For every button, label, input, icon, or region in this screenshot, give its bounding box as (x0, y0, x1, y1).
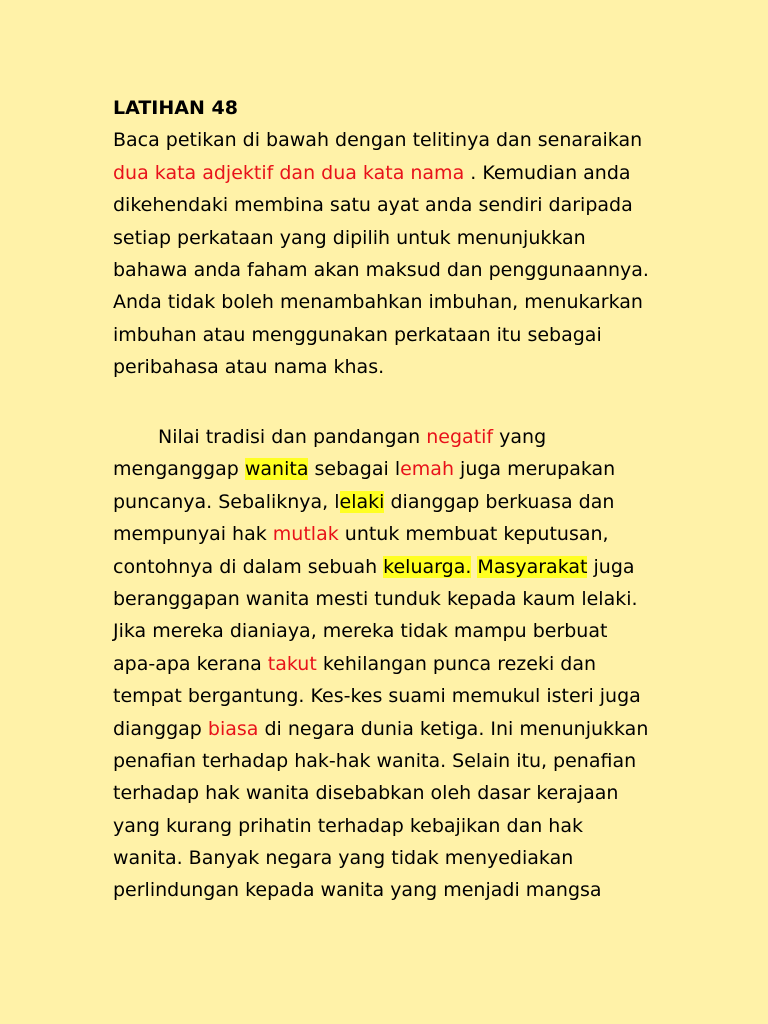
passage-line (113, 648, 713, 680)
passage-text: juga merupakan (454, 458, 616, 481)
passage-line: terhadap hak wanita disebabkan oleh dasar kerajaan (113, 782, 619, 805)
instruction-line (113, 157, 713, 189)
instructions-block (113, 92, 713, 384)
passage-text: menganggap (113, 458, 245, 481)
passage-text: puncanya. Sebaliknya, l (113, 490, 340, 513)
passage-line: beranggapan wanita mesti tunduk kepada kaum lelaki. (113, 587, 638, 610)
adjective-word: biasa (207, 717, 259, 740)
instruction-line: peribahasa atau nama khas. (113, 356, 385, 379)
instruction-text: . Kemudian anda (464, 161, 631, 184)
instruction-line: Baca petikan di bawah dengan telitinya dan senaraikan (113, 129, 643, 152)
passage-block (113, 421, 713, 907)
passage-line: Jika mereka dianiaya, mereka tidak mampu berbuat (113, 620, 608, 643)
passage-line (113, 713, 713, 745)
instruction-line: bahawa anda faham akan maksud dan penggunaannya. (113, 258, 649, 281)
passage-line: perlindungan kepada wanita yang menjadi mangsa (113, 879, 602, 902)
noun-word: wanita (244, 458, 309, 481)
passage-text: dianggap (113, 717, 208, 740)
noun-word: elaki (339, 490, 385, 513)
passage-text: dianggap berkuasa dan (384, 490, 615, 513)
passage-line (113, 551, 713, 583)
passage-line: penafian terhadap hak-hak wanita. Selain itu, penafian (113, 749, 637, 772)
exercise-title: LATIHAN 48 (113, 97, 238, 119)
adjective-word: takut (267, 652, 317, 675)
passage-text: juga (587, 555, 635, 578)
instruction-line: Anda tidak boleh menambahkan imbuhan, menukarkan (113, 291, 643, 314)
passage-text: yang (493, 426, 547, 448)
noun-word: Masyarakat (477, 555, 588, 578)
passage-line (113, 518, 713, 550)
adjective-word: mutlak (272, 523, 339, 546)
task-highlight-text: dua kata adjektif dan dua kata nama (113, 161, 465, 184)
passage-text: di negara dunia ketiga. Ini menunjukkan (258, 717, 649, 740)
passage-text: apa-apa kerana (113, 652, 268, 675)
passage-text: untuk membuat keputusan, (338, 523, 609, 546)
passage-line (113, 421, 713, 453)
instruction-line: imbuhan atau menggunakan perkataan itu sebagai (113, 323, 602, 346)
passage-text: sebagai l (308, 458, 401, 481)
passage-line: yang kurang prihatin terhadap kebajikan dan hak (113, 814, 583, 837)
passage-text: mempunyai hak (113, 523, 273, 546)
passage-line (113, 486, 713, 518)
instruction-line: setiap perkataan yang dipilih untuk menunjukkan (113, 226, 586, 249)
passage-line: tempat bergantung. Kes-kes suami memukul isteri juga (113, 685, 641, 708)
passage-text: contohnya di dalam sebuah (113, 555, 384, 578)
passage-line: wanita. Banyak negara yang tidak menyediakan (113, 847, 574, 870)
passage-line (113, 453, 713, 485)
passage-text: kehilangan punca rezeki dan (316, 652, 597, 675)
instruction-line: dikehendaki membina satu ayat anda sendiri daripada (113, 194, 633, 217)
adjective-word: emah (400, 458, 454, 481)
passage-text: Nilai tradisi dan pandangan (158, 426, 427, 448)
noun-word: keluarga. (383, 555, 472, 578)
adjective-word: negatif (426, 426, 494, 448)
